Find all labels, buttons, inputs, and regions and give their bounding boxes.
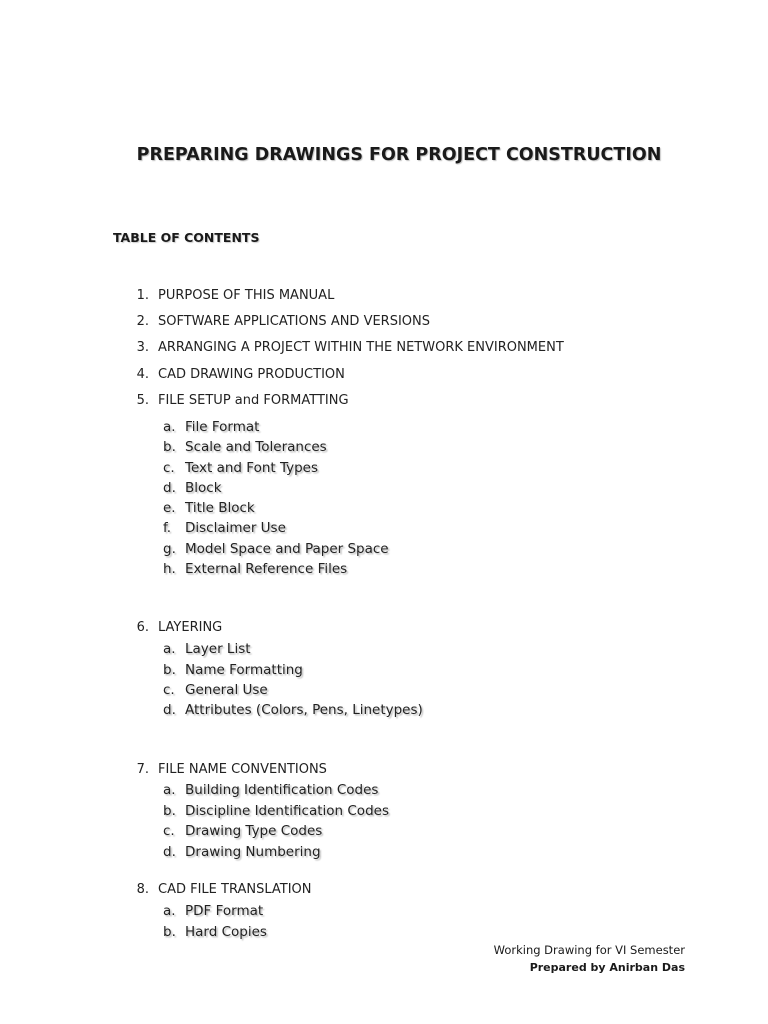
toc-subitem-letter: d.	[163, 480, 176, 496]
footer-course-line: Working Drawing for VI Semester	[493, 943, 685, 957]
toc-subitem-label: Text and Font Types	[185, 460, 319, 476]
toc-subitem-label: Building Identification Codes	[185, 782, 379, 798]
toc-subitem-label: Scale and Tolerances	[185, 439, 327, 455]
footer-author-line: Prepared by Anirban Das	[529, 961, 685, 974]
toc-subitem-letter: a.	[163, 641, 176, 657]
toc-subitem-letter: a.	[163, 782, 176, 798]
toc-subitem-label: Title Block	[185, 500, 255, 516]
toc-subitem-letter: d.	[163, 844, 176, 860]
toc-item-number: 7.	[136, 762, 149, 777]
toc-subitem-letter: h.	[163, 561, 176, 577]
toc-item-number: 1.	[136, 288, 149, 303]
toc-item-label: FILE NAME CONVENTIONS	[158, 762, 327, 777]
toc-item-label: CAD DRAWING PRODUCTION	[158, 367, 345, 382]
toc-item-number: 8.	[136, 882, 149, 897]
toc-subitem-label: Drawing Numbering	[185, 844, 321, 860]
toc-item-number: 2.	[136, 314, 149, 329]
toc-subitem-letter: c.	[163, 682, 175, 698]
toc-item-label: CAD FILE TRANSLATION	[158, 882, 312, 897]
toc-subitem-letter: e.	[163, 500, 176, 516]
toc-subitem-letter: f.	[163, 520, 172, 536]
toc-item-label: SOFTWARE APPLICATIONS AND VERSIONS	[158, 314, 431, 329]
toc-item-number: 5.	[136, 393, 149, 408]
toc-subitem-letter: b.	[163, 803, 176, 819]
toc-subitem-label: Name Formatting	[185, 662, 303, 678]
toc-subitem-letter: c.	[163, 460, 175, 476]
toc-item-label: FILE SETUP and FORMATTING	[158, 393, 349, 408]
toc-subitem-label: General Use	[185, 682, 268, 698]
toc-subitem-label: File Format	[185, 419, 260, 435]
toc-subitem-letter: b.	[163, 924, 176, 940]
toc-subitem-label: PDF Format	[185, 903, 264, 919]
toc-subitem-letter: d.	[163, 702, 176, 718]
toc-subitem-label: Drawing Type Codes	[185, 823, 323, 839]
toc-subitem-letter: b.	[163, 439, 176, 455]
toc-subitem-letter: c.	[163, 823, 175, 839]
toc-subitem-label: Attributes (Colors, Pens, Linetypes)	[185, 702, 423, 718]
toc-item-label: PURPOSE OF THIS MANUAL	[158, 288, 335, 303]
toc-subitem-label: Layer List	[185, 641, 251, 657]
toc-heading: TABLE OF CONTENTS	[113, 230, 260, 245]
toc-subitem-letter: a.	[163, 419, 176, 435]
toc-subitem-letter: b.	[163, 662, 176, 678]
toc-item-label: LAYERING	[158, 620, 223, 635]
toc-subitem-label: Disclaimer Use	[185, 520, 286, 536]
toc-item-label: ARRANGING A PROJECT WITHIN THE NETWORK ENVIRONMENT	[158, 340, 564, 355]
toc-subitem-label: Hard Copies	[185, 924, 267, 940]
toc-subitem-label: External Reference Files	[185, 561, 348, 577]
toc-subitem-letter: g.	[163, 541, 176, 557]
toc-item-number: 6.	[136, 620, 149, 635]
toc-item-number: 4.	[136, 367, 149, 382]
toc-subitem-label: Block	[185, 480, 222, 496]
toc-subitem-letter: a.	[163, 903, 176, 919]
document-title: PREPARING DRAWINGS FOR PROJECT CONSTRUCTION	[136, 145, 662, 165]
toc-item-number: 3.	[136, 340, 149, 355]
toc-subitem-label: Discipline Identification Codes	[185, 803, 389, 819]
toc-subitem-label: Model Space and Paper Space	[185, 541, 389, 557]
